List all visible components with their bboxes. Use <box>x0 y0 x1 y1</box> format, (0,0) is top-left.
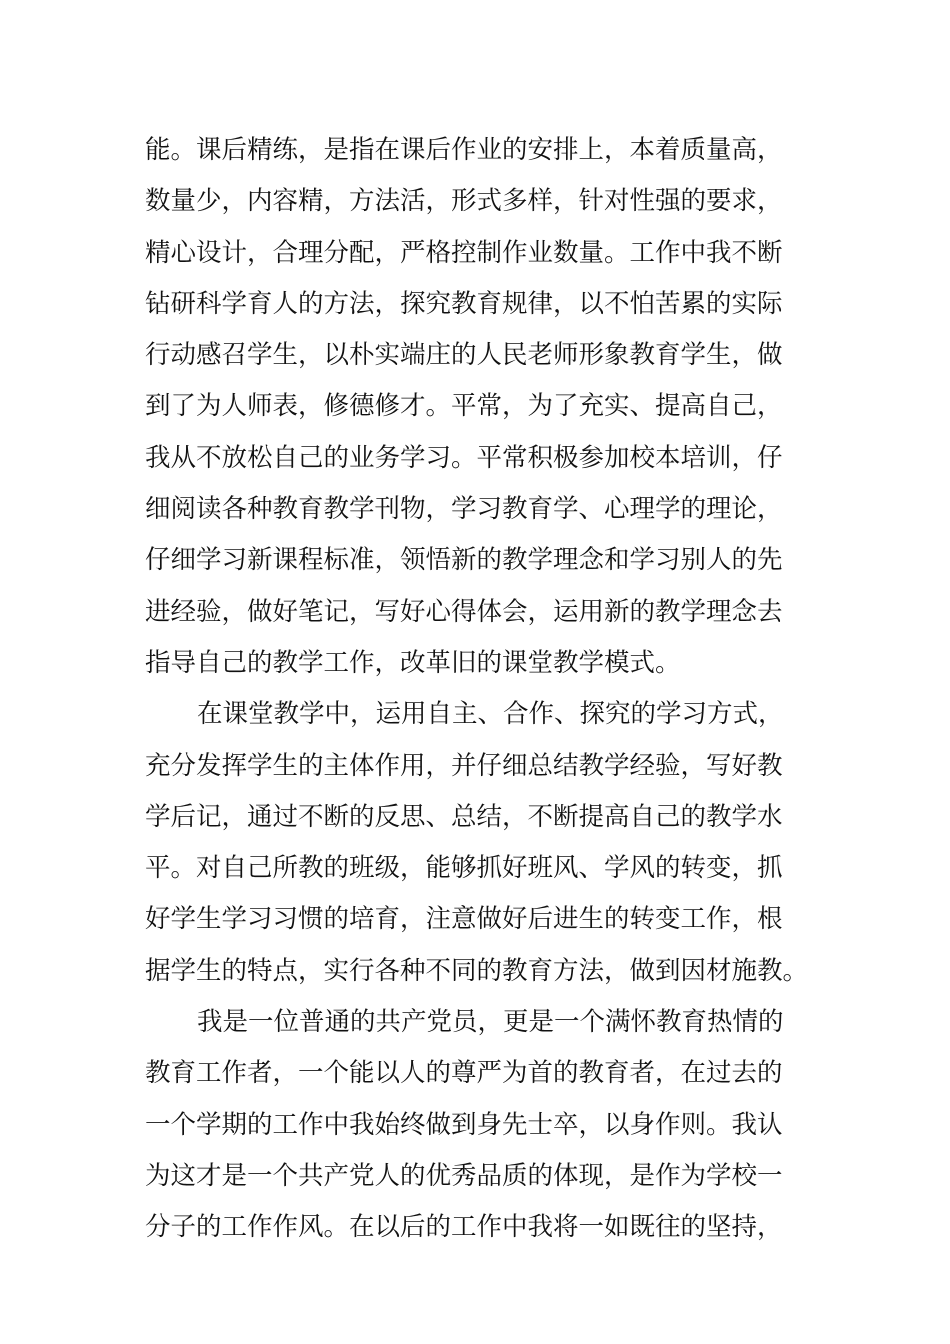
text-line: 钻研科学育人的方法，探究教育规律，以不怕苦累的实际 <box>145 288 783 319</box>
text-line: 到了为人师表，修德修才。平常，为了充实、提高自己， <box>145 391 783 422</box>
text-line: 精心设计，合理分配，严格控制作业数量。工作中我不断 <box>145 237 783 268</box>
text-line: 细阅读各种教育教学刊物，学习教育学、心理学的理论， <box>145 494 783 525</box>
text-line: 为这才是一个共产党人的优秀品质的体现，是作为学校一 <box>145 1160 783 1191</box>
text-line: 好学生学习习惯的培育，注意做好后进生的转变工作，根 <box>145 904 783 935</box>
text-line: 行动感召学生，以朴实端庄的人民老师形象教育学生，做 <box>145 340 783 371</box>
text-line: 指导自己的教学工作，改革旧的课堂教学模式。 <box>145 647 681 678</box>
text-line: 学后记，通过不断的反思、总结，不断提高自己的教学水 <box>145 801 783 832</box>
text-line: 数量少，内容精，方法活，形式多样，针对性强的要求， <box>145 186 783 217</box>
body-text <box>145 125 810 1254</box>
text-line: 能。课后精练，是指在课后作业的安排上，本着质量高， <box>145 135 783 165</box>
text-line: 进经验，做好笔记，写好心得体会，运用新的教学理念去 <box>145 596 783 627</box>
text-line: 仔细学习新课程标准，领悟新的教学理念和学习别人的先 <box>145 545 783 576</box>
text-line: 我从不放松自己的业务学习。平常积极参加校本培训，仔 <box>145 442 783 473</box>
text-line: 充分发挥学生的主体作用，并仔细总结教学经验，写好教 <box>145 750 783 781</box>
text-line: 据学生的特点，实行各种不同的教育方法，做到因材施教。 <box>145 955 809 986</box>
text-line: 一个学期的工作中我始终做到身先士卒，以身作则。我认 <box>145 1109 783 1140</box>
text-line: 平。对自己所教的班级，能够抓好班风、学风的转变，抓 <box>145 853 783 884</box>
paragraph-start-line: 我是一位普通的共产党员，更是一个满怀教育热情的 <box>197 1007 784 1038</box>
text-line: 教育工作者，一个能以人的尊严为首的教育者，在过去的 <box>145 1058 783 1089</box>
text-line: 分子的工作作风。在以后的工作中我将一如既往的坚持， <box>145 1212 783 1243</box>
paragraph-start-line: 在课堂教学中，运用自主、合作、探究的学习方式， <box>197 699 784 730</box>
